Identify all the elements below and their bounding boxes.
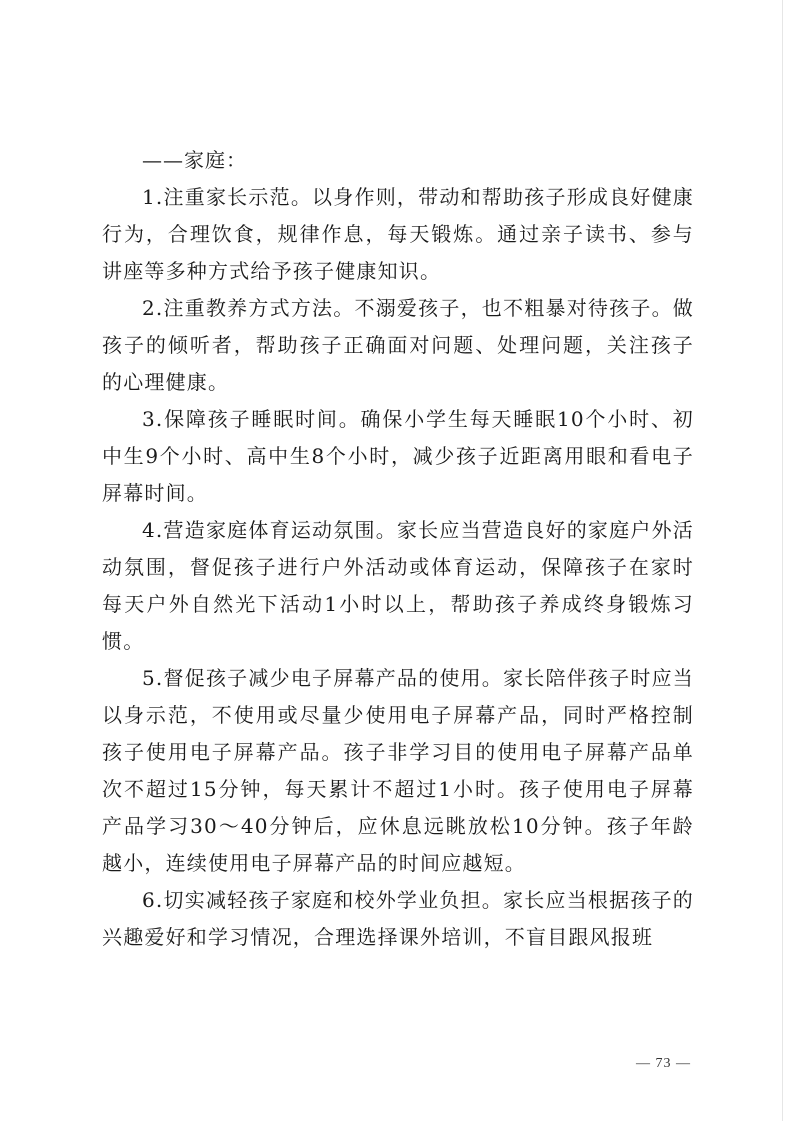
paragraph-4: 4.营造家庭体育运动氛围。家长应当营造良好的家庭户外活动氛围，督促孩子进行户外活动或体育运动，保障孩子在家时每天户外自然光下活动1小时以上，帮助孩子养成终身锻炼习惯。 bbox=[102, 518, 694, 653]
paragraph-1: 1.注重家长示范。以身作则，带动和帮助孩子形成良好健康行为，合理饮食，规律作息，每天锻炼。通过亲子读书、参与讲座等多种方式给予孩子健康知识。 bbox=[102, 185, 694, 283]
paragraph-3: 3.保障孩子睡眠时间。确保小学生每天睡眠10个小时、初中生9个小时、高中生8个小时，减少孩子近距离用眼和看电子屏幕时间。 bbox=[102, 407, 694, 505]
section-heading: ——家庭： bbox=[142, 148, 247, 172]
scan-edge-line bbox=[782, 0, 783, 1121]
page-content bbox=[102, 142, 694, 956]
paragraph-5: 5.督促孩子减少电子屏幕产品的使用。家长陪伴孩子时应当以身示范，不使用或尽量少使用电子屏幕产品，同时严格控制孩子使用电子屏幕产品。孩子非学习目的使用电子屏幕产品单次不超过15分钟，每天累计不超过1小时。孩子使用电子屏幕产品学习30～40分钟后，应休息远眺放松10分钟。孩子年龄越小，连续使用电子屏幕产品的时间应越短。 bbox=[102, 666, 694, 875]
page-number: — 73 — bbox=[636, 1056, 691, 1071]
paragraph-6: 6.切实减轻孩子家庭和校外学业负担。家长应当根据孩子的兴趣爱好和学习情况，合理选择课外培训，不盲目跟风报班 bbox=[102, 888, 694, 949]
paragraph-2: 2.注重教养方式方法。不溺爱孩子，也不粗暴对待孩子。做孩子的倾听者，帮助孩子正确面对问题、处理问题，关注孩子的心理健康。 bbox=[102, 296, 694, 394]
